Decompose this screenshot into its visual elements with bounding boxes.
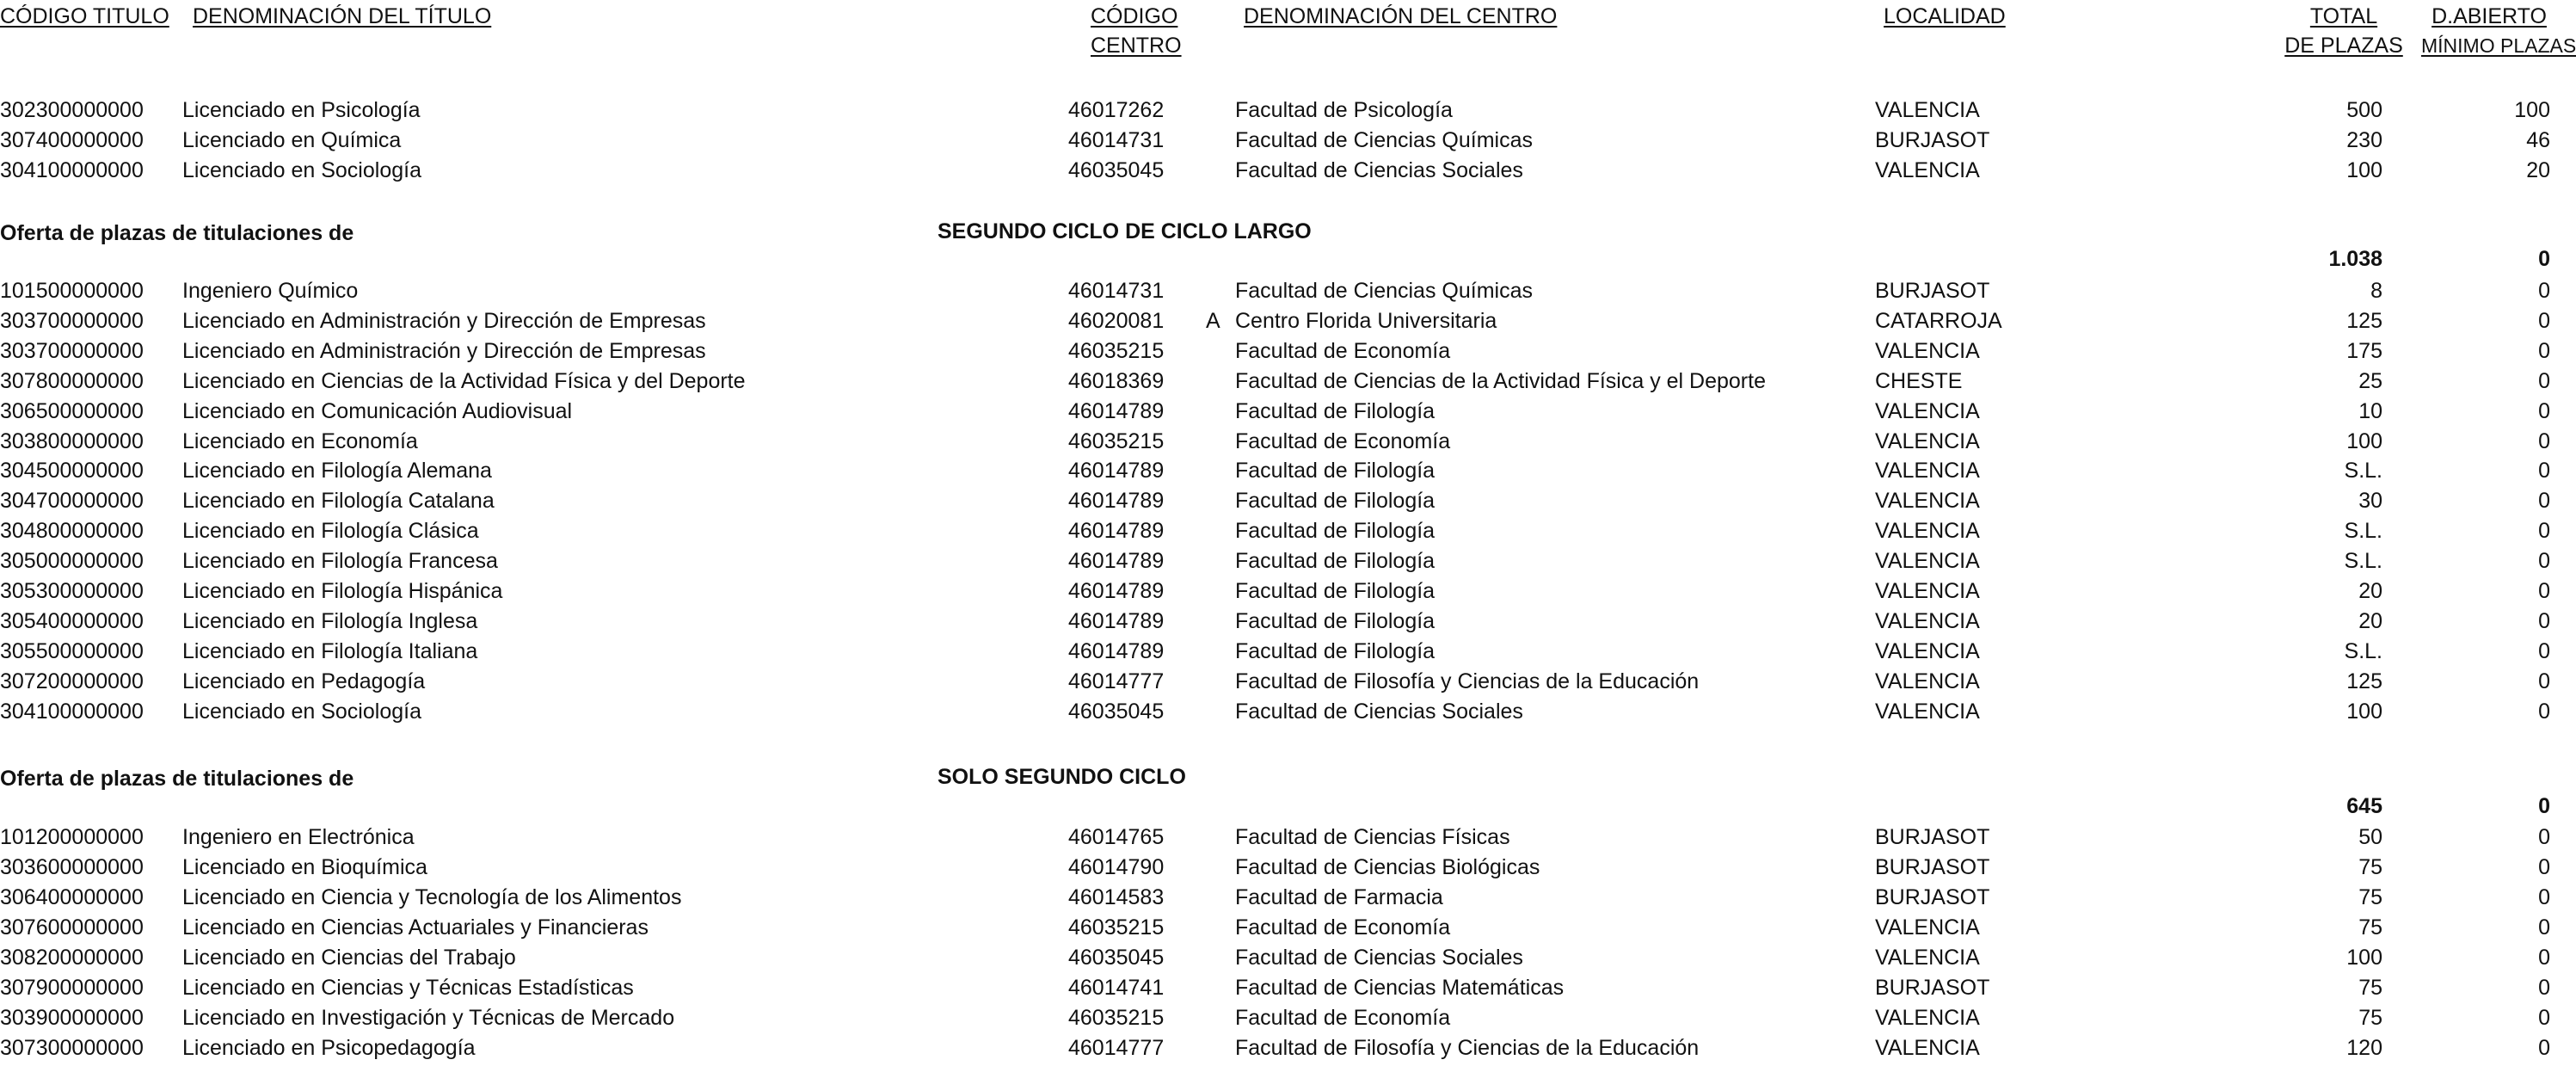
header-codigo-centro-line1: CÓDIGO: [1091, 4, 1178, 28]
cell-total-plazas: 75: [2358, 855, 2382, 879]
section2-label: Oferta de plazas de titulaciones de: [0, 221, 354, 245]
cell-codigo-centro: 46018369: [1068, 369, 1165, 393]
cell-localidad: VALENCIA: [1875, 519, 1980, 543]
cell-total-plazas: 100: [2346, 946, 2382, 970]
cell-codigo-titulo: 304500000000: [0, 459, 144, 483]
cell-denominacion-titulo: Licenciado en Filología Hispánica: [182, 579, 503, 603]
cell-codigo-centro: 46014789: [1068, 489, 1165, 513]
cell-codigo-centro: 46014731: [1068, 279, 1165, 303]
section2-minimo: 0: [2538, 247, 2550, 271]
cell-denominacion-titulo: Licenciado en Filología Alemana: [182, 459, 492, 483]
header-total-line1: TOTAL: [2309, 4, 2378, 28]
cell-total-plazas: S.L.: [2344, 459, 2382, 483]
cell-denominacion-titulo: Licenciado en Administración y Dirección de Empresas: [182, 309, 706, 333]
cell-codigo-centro: 46035215: [1068, 915, 1165, 940]
cell-codigo-titulo: 305300000000: [0, 579, 144, 603]
cell-minimo-plazas: 0: [2538, 976, 2550, 1000]
cell-total-plazas: 20: [2358, 579, 2382, 603]
cell-codigo-titulo: 303600000000: [0, 855, 144, 879]
header-codigo-centro-line2: CENTRO: [1091, 34, 1182, 58]
cell-total-plazas: 100: [2346, 699, 2382, 724]
cell-codigo-centro: 46014777: [1068, 669, 1165, 693]
cell-denominacion-centro: Facultad de Filosofía y Ciencias de la Educación: [1235, 1036, 1700, 1060]
cell-minimo-plazas: 0: [2538, 669, 2550, 693]
cell-minimo-plazas: 0: [2538, 399, 2550, 423]
cell-total-plazas: 50: [2358, 825, 2382, 849]
cell-denominacion-titulo: Licenciado en Administración y Dirección de Empresas: [182, 339, 706, 363]
cell-total-plazas: 8: [2370, 279, 2382, 303]
cell-localidad: VALENCIA: [1875, 1036, 1980, 1060]
cell-denominacion-titulo: Ingeniero en Electrónica: [182, 825, 415, 849]
cell-codigo-centro: 46014789: [1068, 459, 1165, 483]
cell-minimo-plazas: 46: [2526, 128, 2550, 152]
cell-codigo-titulo: 305500000000: [0, 639, 144, 663]
cell-denominacion-centro: Facultad de Farmacia: [1235, 885, 1443, 909]
header-dabierto-line1: D.ABIERTO: [2432, 4, 2547, 28]
cell-minimo-plazas: 0: [2538, 339, 2550, 363]
cell-codigo-titulo: 308200000000: [0, 946, 144, 970]
cell-codigo-titulo: 307400000000: [0, 128, 144, 152]
cell-denominacion-titulo: Licenciado en Sociología: [182, 699, 421, 724]
header-localidad: LOCALIDAD: [1884, 4, 2006, 28]
cell-denominacion-centro: Facultad de Psicología: [1235, 98, 1453, 122]
cell-codigo-titulo: 307800000000: [0, 369, 144, 393]
cell-denominacion-titulo: Licenciado en Ciencias Actuariales y Financieras: [182, 915, 649, 940]
cell-localidad: VALENCIA: [1875, 699, 1980, 724]
cell-codigo-titulo: 303900000000: [0, 1006, 144, 1030]
cell-codigo-titulo: 304800000000: [0, 519, 144, 543]
cell-total-plazas: 10: [2358, 399, 2382, 423]
cell-denominacion-centro: Facultad de Filología: [1235, 519, 1436, 543]
cell-total-plazas: S.L.: [2344, 549, 2382, 573]
cell-codigo-titulo: 304100000000: [0, 158, 144, 182]
cell-denominacion-centro: Facultad de Filología: [1235, 399, 1436, 423]
cell-total-plazas: 125: [2346, 309, 2382, 333]
cell-localidad: BURJASOT: [1875, 855, 1990, 879]
cell-minimo-plazas: 0: [2538, 639, 2550, 663]
cell-localidad: BURJASOT: [1875, 976, 1990, 1000]
cell-denominacion-centro: Facultad de Filología: [1235, 609, 1436, 633]
cell-localidad: VALENCIA: [1875, 399, 1980, 423]
cell-total-plazas: 75: [2358, 915, 2382, 940]
cell-codigo-titulo: 303700000000: [0, 339, 144, 363]
section3-heading: SOLO SEGUNDO CICLO: [938, 765, 1186, 789]
cell-denominacion-centro: Facultad de Ciencias Químicas: [1235, 128, 1533, 152]
cell-localidad: CHESTE: [1875, 369, 1963, 393]
cell-total-plazas: 100: [2346, 158, 2382, 182]
cell-denominacion-centro: Facultad de Filología: [1235, 549, 1436, 573]
cell-denominacion-titulo: Ingeniero Químico: [182, 279, 359, 303]
cell-codigo-centro: 46014789: [1068, 609, 1165, 633]
cell-total-plazas: 120: [2346, 1036, 2382, 1060]
cell-localidad: VALENCIA: [1875, 669, 1980, 693]
section2-heading: SEGUNDO CICLO DE CICLO LARGO: [938, 219, 1312, 243]
cell-minimo-plazas: 0: [2538, 279, 2550, 303]
cell-codigo-titulo: 101200000000: [0, 825, 144, 849]
cell-denominacion-centro: Facultad de Economía: [1235, 339, 1451, 363]
cell-codigo-centro: 46035045: [1068, 946, 1165, 970]
cell-denominacion-centro: Facultad de Ciencias Sociales: [1235, 158, 1523, 182]
cell-minimo-plazas: 0: [2538, 549, 2550, 573]
cell-codigo-titulo: 306500000000: [0, 399, 144, 423]
cell-codigo-centro: 46014731: [1068, 128, 1165, 152]
cell-denominacion-centro: Facultad de Economía: [1235, 429, 1451, 453]
cell-total-plazas: 75: [2358, 976, 2382, 1000]
cell-total-plazas: S.L.: [2344, 639, 2382, 663]
cell-localidad: BURJASOT: [1875, 885, 1990, 909]
cell-minimo-plazas: 0: [2538, 369, 2550, 393]
cell-denominacion-centro: Facultad de Economía: [1235, 915, 1451, 940]
cell-localidad: VALENCIA: [1875, 98, 1980, 122]
cell-marca: A: [1206, 309, 1220, 333]
cell-codigo-titulo: 303800000000: [0, 429, 144, 453]
cell-minimo-plazas: 0: [2538, 885, 2550, 909]
cell-minimo-plazas: 0: [2538, 579, 2550, 603]
cell-localidad: VALENCIA: [1875, 946, 1980, 970]
cell-minimo-plazas: 0: [2538, 489, 2550, 513]
cell-localidad: VALENCIA: [1875, 915, 1980, 940]
cell-codigo-centro: 46035215: [1068, 1006, 1165, 1030]
cell-localidad: VALENCIA: [1875, 549, 1980, 573]
header-dabierto-line2: MÍNIMO PLAZAS: [2421, 34, 2576, 57]
cell-minimo-plazas: 0: [2538, 699, 2550, 724]
cell-codigo-centro: 46014789: [1068, 579, 1165, 603]
cell-denominacion-titulo: Licenciado en Filología Clásica: [182, 519, 479, 543]
cell-denominacion-centro: Facultad de Ciencias Químicas: [1235, 279, 1533, 303]
cell-denominacion-titulo: Licenciado en Psicopedagogía: [182, 1036, 476, 1060]
cell-denominacion-titulo: Licenciado en Filología Francesa: [182, 549, 498, 573]
cell-total-plazas: 75: [2358, 885, 2382, 909]
cell-minimo-plazas: 0: [2538, 825, 2550, 849]
cell-localidad: VALENCIA: [1875, 158, 1980, 182]
cell-codigo-centro: 46014583: [1068, 885, 1165, 909]
cell-localidad: VALENCIA: [1875, 339, 1980, 363]
cell-localidad: VALENCIA: [1875, 429, 1980, 453]
header-denominacion-titulo: DENOMINACIÓN DEL TÍTULO: [193, 4, 492, 28]
cell-minimo-plazas: 0: [2538, 855, 2550, 879]
cell-total-plazas: 100: [2346, 429, 2382, 453]
cell-codigo-centro: 46014790: [1068, 855, 1165, 879]
section3-total: 645: [2346, 794, 2382, 818]
cell-localidad: BURJASOT: [1875, 128, 1990, 152]
cell-codigo-centro: 46014777: [1068, 1036, 1165, 1060]
cell-denominacion-titulo: Licenciado en Ciencias y Técnicas Estadísticas: [182, 976, 634, 1000]
cell-localidad: VALENCIA: [1875, 639, 1980, 663]
cell-codigo-titulo: 307200000000: [0, 669, 144, 693]
cell-minimo-plazas: 0: [2538, 609, 2550, 633]
cell-denominacion-centro: Facultad de Ciencias Biológicas: [1235, 855, 1540, 879]
cell-denominacion-titulo: Licenciado en Sociología: [182, 158, 421, 182]
cell-localidad: BURJASOT: [1875, 825, 1990, 849]
cell-minimo-plazas: 0: [2538, 429, 2550, 453]
cell-denominacion-centro: Facultad de Filología: [1235, 459, 1436, 483]
cell-denominacion-centro: Facultad de Filosofía y Ciencias de la Educación: [1235, 669, 1700, 693]
cell-denominacion-centro: Facultad de Ciencias Matemáticas: [1235, 976, 1565, 1000]
cell-codigo-centro: 46035215: [1068, 339, 1165, 363]
cell-codigo-centro: 46020081: [1068, 309, 1165, 333]
cell-minimo-plazas: 0: [2538, 1036, 2550, 1060]
cell-localidad: CATARROJA: [1875, 309, 2002, 333]
section2-total: 1.038: [2328, 247, 2382, 271]
cell-codigo-titulo: 307600000000: [0, 915, 144, 940]
cell-codigo-titulo: 307300000000: [0, 1036, 144, 1060]
cell-minimo-plazas: 0: [2538, 309, 2550, 333]
cell-denominacion-centro: Facultad de Ciencias de la Actividad Física y el Deporte: [1235, 369, 1766, 393]
cell-minimo-plazas: 100: [2514, 98, 2550, 122]
cell-denominacion-centro: Facultad de Economía: [1235, 1006, 1451, 1030]
cell-minimo-plazas: 0: [2538, 1006, 2550, 1030]
cell-denominacion-titulo: Licenciado en Filología Catalana: [182, 489, 495, 513]
cell-codigo-centro: 46014789: [1068, 399, 1165, 423]
cell-denominacion-titulo: Licenciado en Filología Inglesa: [182, 609, 478, 633]
cell-total-plazas: 75: [2358, 1006, 2382, 1030]
cell-total-plazas: 500: [2346, 98, 2382, 122]
cell-codigo-centro: 46014765: [1068, 825, 1165, 849]
cell-codigo-titulo: 305000000000: [0, 549, 144, 573]
cell-denominacion-titulo: Licenciado en Bioquímica: [182, 855, 427, 879]
cell-denominacion-titulo: Licenciado en Filología Italiana: [182, 639, 478, 663]
cell-total-plazas: 125: [2346, 669, 2382, 693]
header-codigo-titulo: CÓDIGO TITULO: [0, 4, 169, 28]
cell-denominacion-centro: Centro Florida Universitaria: [1235, 309, 1497, 333]
cell-codigo-centro: 46014741: [1068, 976, 1165, 1000]
cell-codigo-centro: 46014789: [1068, 639, 1165, 663]
cell-codigo-centro: 46017262: [1068, 98, 1165, 122]
cell-codigo-titulo: 306400000000: [0, 885, 144, 909]
cell-denominacion-titulo: Licenciado en Investigación y Técnicas de Mercado: [182, 1006, 675, 1030]
cell-minimo-plazas: 0: [2538, 915, 2550, 940]
cell-total-plazas: 30: [2358, 489, 2382, 513]
cell-localidad: VALENCIA: [1875, 579, 1980, 603]
cell-minimo-plazas: 0: [2538, 946, 2550, 970]
cell-denominacion-centro: Facultad de Ciencias Sociales: [1235, 946, 1523, 970]
cell-denominacion-centro: Facultad de Filología: [1235, 639, 1436, 663]
cell-codigo-centro: 46035045: [1068, 158, 1165, 182]
section3-label: Oferta de plazas de titulaciones de: [0, 767, 354, 791]
cell-codigo-titulo: 305400000000: [0, 609, 144, 633]
cell-denominacion-titulo: Licenciado en Ciencias de la Actividad Física y del Deporte: [182, 369, 746, 393]
header-total-line2: DE PLAZAS: [2284, 34, 2403, 58]
cell-codigo-centro: 46014789: [1068, 519, 1165, 543]
cell-codigo-titulo: 304100000000: [0, 699, 144, 724]
cell-denominacion-centro: Facultad de Ciencias Sociales: [1235, 699, 1523, 724]
cell-denominacion-titulo: Licenciado en Psicología: [182, 98, 421, 122]
cell-localidad: VALENCIA: [1875, 459, 1980, 483]
cell-codigo-titulo: 302300000000: [0, 98, 144, 122]
cell-localidad: BURJASOT: [1875, 279, 1990, 303]
cell-denominacion-titulo: Licenciado en Química: [182, 128, 402, 152]
cell-denominacion-titulo: Licenciado en Economía: [182, 429, 418, 453]
cell-codigo-centro: 46035045: [1068, 699, 1165, 724]
cell-localidad: VALENCIA: [1875, 1006, 1980, 1030]
cell-denominacion-centro: Facultad de Ciencias Físicas: [1235, 825, 1510, 849]
cell-denominacion-titulo: Licenciado en Pedagogía: [182, 669, 426, 693]
cell-denominacion-titulo: Licenciado en Comunicación Audiovisual: [182, 399, 573, 423]
cell-localidad: VALENCIA: [1875, 489, 1980, 513]
cell-denominacion-centro: Facultad de Filología: [1235, 489, 1436, 513]
cell-codigo-centro: 46035215: [1068, 429, 1165, 453]
cell-total-plazas: 175: [2346, 339, 2382, 363]
section3-minimo: 0: [2538, 794, 2550, 818]
cell-codigo-titulo: 101500000000: [0, 279, 144, 303]
cell-total-plazas: 230: [2346, 128, 2382, 152]
cell-codigo-titulo: 303700000000: [0, 309, 144, 333]
cell-codigo-titulo: 304700000000: [0, 489, 144, 513]
cell-minimo-plazas: 0: [2538, 519, 2550, 543]
cell-localidad: VALENCIA: [1875, 609, 1980, 633]
cell-codigo-centro: 46014789: [1068, 549, 1165, 573]
cell-minimo-plazas: 0: [2538, 459, 2550, 483]
cell-denominacion-titulo: Licenciado en Ciencia y Tecnología de los Alimentos: [182, 885, 682, 909]
cell-total-plazas: 20: [2358, 609, 2382, 633]
cell-total-plazas: S.L.: [2344, 519, 2382, 543]
cell-denominacion-titulo: Licenciado en Ciencias del Trabajo: [182, 946, 516, 970]
cell-codigo-titulo: 307900000000: [0, 976, 144, 1000]
cell-total-plazas: 25: [2358, 369, 2382, 393]
header-denominacion-centro: DENOMINACIÓN DEL CENTRO: [1244, 4, 1558, 28]
cell-denominacion-centro: Facultad de Filología: [1235, 579, 1436, 603]
cell-minimo-plazas: 20: [2526, 158, 2550, 182]
